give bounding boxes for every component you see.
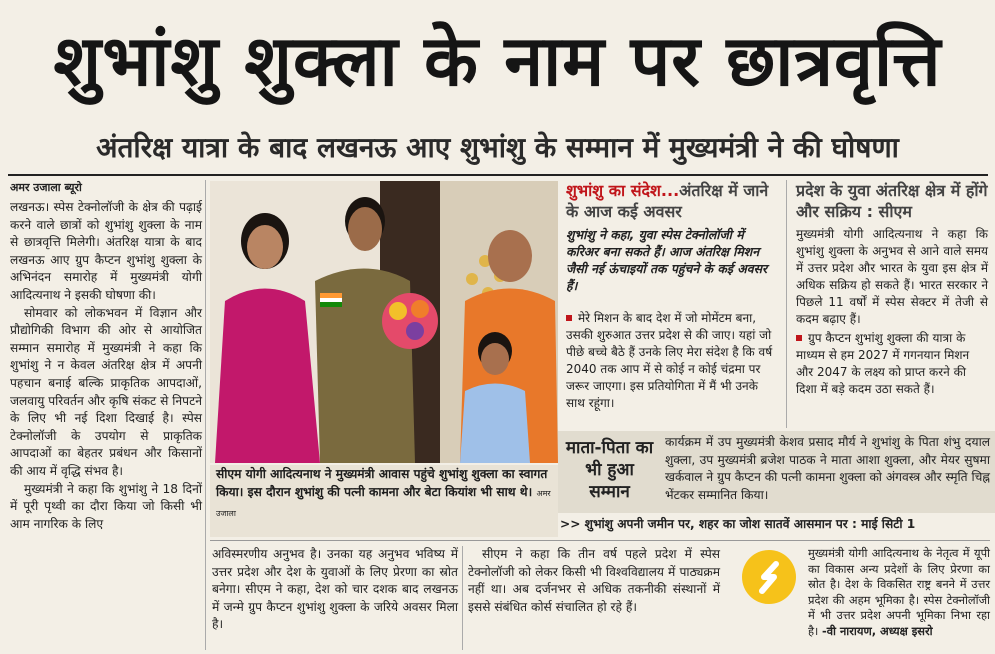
photo-illustration (210, 181, 558, 463)
col1-para-3: मुख्यमंत्री ने कहा कि शुभांशु ने 18 दिनों में पूरी पृथ्वी का दौरा किया जो किसी भी आम नागरिक के लिए (10, 481, 202, 531)
header-rule (8, 174, 988, 176)
caption-text: सीएम योगी आदित्यनाथ ने मुख्यमंत्री आवास पहुंचे शुभांशु शुक्ला का स्वागत किया। इस दौरान शुभांशु की पत्नी कामना और बेटा कियांश भी साथ थे। (216, 467, 548, 499)
news-photo (210, 181, 558, 463)
cm-box-bullet (796, 330, 988, 398)
square-bullet-icon (796, 335, 802, 341)
message-bullet (566, 310, 776, 412)
parents-box-text: कार्यक्रम में उप मुख्यमंत्री केशव प्रसाद मौर्य ने शुभांशु के पिता शंभु दयाल शुक्ला, उप मुख्यमंत्री ब्रजेश पाठक ने माता आशा शुक्ला, और मेयर सुषमा खर्कवाल ने ग्रुप कैप्टन की पत्नी कामना शुक्ला को अंगवस्त्र और स्मृति चिह्न भेंटकर सम्मानित किया। (665, 435, 990, 502)
article-column-2 (212, 546, 458, 634)
article-column-3 (468, 546, 720, 616)
lower-rule (210, 540, 990, 541)
teaser-link[interactable]: >> शुभांशु अपनी जमीन पर, शहर का जोश सातवें आसमान पर : माई सिटी 1 (560, 517, 916, 531)
message-title-rest: अंतरिक्ष में जाने के आज कई अवसर (566, 181, 769, 221)
parents-box-title: माता-पिता का भी हुआ सम्मान (565, 438, 654, 502)
photo-caption (210, 465, 558, 537)
photo-credit: अमर उजाला (216, 489, 551, 518)
subheadline: अंतरिक्ष यात्रा के बाद लखनऊ आए शुभांशु के सम्मान में मुख्यमंत्री ने की घोषणा (96, 131, 899, 164)
cm-box-para: मुख्यमंत्री योगी आदित्यनाथ ने कहा कि शुभांशु शुक्ला के अनुभव से आने वाले समय में उत्तर प्रदेश और भारत के युवा इस क्षेत्र में अधिक सक्रिय हो सकते हैं। भारत सरकार ने पिछले 11 वर्षों में स्पेस सेक्टर में तेजी से कदम बढ़ाए हैं। (796, 227, 988, 326)
narayan-quote-text: मुख्यमंत्री योगी आदित्यनाथ के नेतृत्व में यूपी का विकास अन्य प्रदेशों के लिए प्रेरणा का स्रोत है। देश के विकसित राष्ट्र बनने में उत्तर प्रदेश की अहम भूमिका है। स्पेस टेक्नोलॉजी में भी उत्तर प्रदेश अपनी भूमिका निभा रहा है। (808, 546, 990, 638)
message-title-red: शुभांशु का संदेश... (566, 181, 680, 200)
cm-box-title: प्रदेश के युवा अंतरिक्ष क्षेत्र में होंगे और सक्रिय : सीएम (796, 181, 988, 221)
amar-ujala-logo-icon (742, 550, 796, 604)
logo-mark (742, 550, 796, 604)
column-divider (462, 546, 463, 650)
col2-para: अविस्मरणीय अनुभव है। उनका यह अनुभव भविष्य में उत्तर प्रदेश और देश के युवाओं के लिए प्रेरणा का स्रोत बनेगा। सीएम ने कहा, देश को चार दशक बाद लखनऊ में जन्मे ग्रुप कैप्टन शुभांशु शुक्ला के जरिये अवसर मिला है। (212, 547, 458, 632)
col3-para: सीएम ने कहा कि तीन वर्ष पहले प्रदेश में स्पेस टेक्नोलॉजी को लेकर किसी भी विश्वविद्यालय में पाठ्यक्रम नहीं था। अब दर्जनभर से अधिक तकनीकी संस्थानों में इससे संबंधित कोर्स संचालित हो रहे हैं। (468, 547, 720, 614)
message-box-title (566, 180, 776, 222)
cm-bullet-text: ग्रुप कैप्टन शुभांशु शुक्ला की यात्रा के माध्यम से हम 2027 में गगनयान मिशन और 2047 के लक्ष्य को प्राप्त करने की दिशा में बड़े कदम उठा सकते हैं। (796, 331, 970, 396)
column-divider (205, 180, 206, 650)
narayan-attribution: -वी नारायण, अध्यक्ष इसरो (822, 623, 933, 638)
article-column-1 (10, 199, 202, 533)
narayan-quote (808, 546, 990, 640)
col1-para-1: लखनऊ। स्पेस टेक्नोलॉजी के क्षेत्र की पढ़ाई करने वाले छात्रों को शुभांशु शुक्ला के नाम से छात्रवृत्ति मिलेगी। अंतरिक्ष यात्रा के बाद लखनऊ आए ग्रुप कैप्टन शुभांशु शुक्ला के अभिनंदन समारोह में मुख्यमंत्री योगी आदित्यनाथ ने इसकी घोषणा की। (10, 200, 202, 302)
message-quote: शुभांशु ने कहा, युवा स्पेस टेक्नोलॉजी में करिअर बना सकते हैं। आज अंतरिक्ष मिशन जैसी नई ऊंचाइयों तक पहुंचने के कई अवसर हैं। (566, 227, 768, 293)
box-divider (786, 180, 787, 428)
col1-para-2: सोमवार को लोकभवन में विज्ञान और प्रौद्योगिकी विभाग की ओर से आयोजित सम्मान समारोह में मुख्यमंत्री ने कहा कि शुभांशु ने न केवल अंतरिक्ष क्षेत्र में अपनी पहचान बनाई बल्कि प्राकृतिक आपदाओं, जलवायु परिवर्तन और कृषि संकट से निपटने के लिए भी नई दिशा दिखाई है। स्पेस टेक्नोलॉजी के उपयोग से प्राकृतिक आपदाओं का बेहतर प्रबंधन और किसानों की आय में वृद्धि संभव है। (10, 305, 202, 478)
square-bullet-icon (566, 315, 572, 321)
message-bullet-text: मेरे मिशन के बाद देश में जो मोमेंटम बना, उसकी शुरुआत उत्तर प्रदेश से की जाए। यहां जो पीछे बच्चे बैठे हैं उनके लिए मेरा संदेश है कि वर्ष 2040 तक आप में से कोई न कोई चंद्रमा पर जरूर जाएगा। इस प्रतियोगिता में मैं भी उनके साथ रहूंगा। (566, 311, 773, 410)
byline: अमर उजाला ब्यूरो (10, 181, 82, 194)
headline: शुभांशु शुक्ला के नाम पर छात्रवृत्ति (53, 20, 942, 102)
